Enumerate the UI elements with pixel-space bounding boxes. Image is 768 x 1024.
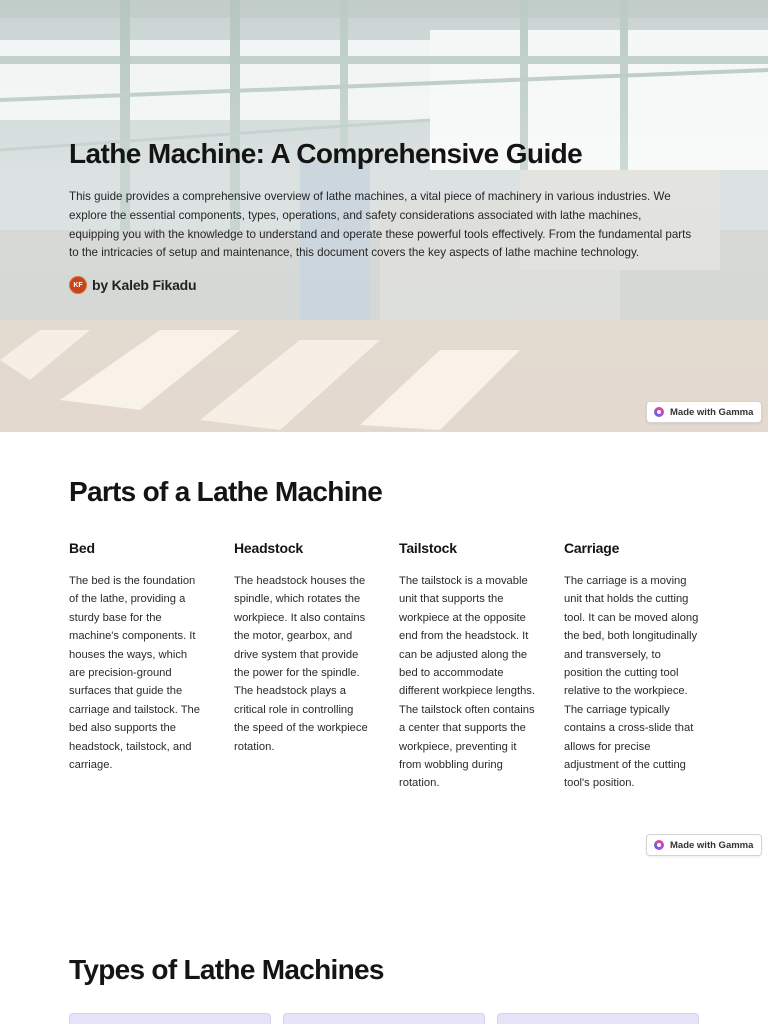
- part-description: The tailstock is a movable unit that supports the workpiece at the opposite end from the headstock. It can be adjusted along the bed to accommodate different workpiece lengths. The tailstock often contains a center that supports the workpiece, preventing it from wobbling during rotation.: [399, 575, 535, 790]
- part-description: The carriage is a moving unit that holds the cutting tool. It can be moved along the bed, both longitudinally and transversely, to position the cutting tool relative to the workpiece. The carriage typically contains a cross-slide that allows for precise adjustment of the cutting tool's position.: [564, 575, 699, 790]
- author-avatar: KF: [69, 276, 87, 294]
- made-with-gamma-badge[interactable]: [646, 401, 762, 423]
- hero-description: This guide provides a comprehensive overview of lathe machines, a vital piece of machinery in various industries. We explore the essential components, types, operations, and safety considerations associated with lathe machines, equipping you with the knowledge to understand and operate these powerful tools effectively. From the fundamental parts to the intricacies of setup and maintenance, this document covers the key aspects of lathe machine technology.: [69, 190, 692, 260]
- page-title: Lathe Machine: A Comprehensive Guide: [69, 138, 583, 169]
- part-title: Carriage: [564, 540, 620, 556]
- part-card-bed: [69, 540, 234, 793]
- type-card: [497, 1013, 699, 1024]
- author-byline: [69, 275, 699, 295]
- part-card-carriage: [564, 540, 699, 793]
- part-card-headstock: [234, 540, 399, 793]
- parts-grid: [69, 540, 699, 793]
- gamma-logo-icon: [654, 840, 664, 850]
- part-description: The bed is the foundation of the lathe, providing a sturdy base for the machine's components. It houses the ways, which are precision-ground surfaces that guide the carriage and tailstock. The bed also supports the headstock, tailstock, and carriage.: [69, 575, 201, 772]
- badge-label: Made with Gamma: [670, 839, 754, 851]
- part-title: Headstock: [234, 540, 304, 556]
- hero-content: [69, 134, 699, 295]
- part-title: Bed: [69, 540, 95, 556]
- types-section-title: Types of Lathe Machines: [69, 954, 384, 985]
- type-cards-row: [69, 1013, 699, 1024]
- made-with-gamma-badge[interactable]: [646, 834, 762, 856]
- gamma-logo-icon: [654, 407, 664, 417]
- type-card: [69, 1013, 271, 1024]
- type-card: [283, 1013, 485, 1024]
- author-name: by Kaleb Fikadu: [92, 277, 197, 294]
- part-card-tailstock: [399, 540, 564, 793]
- badge-label: Made with Gamma: [670, 406, 754, 418]
- part-title: Tailstock: [399, 540, 457, 556]
- parts-section-title: Parts of a Lathe Machine: [69, 476, 383, 507]
- part-description: The headstock houses the spindle, which rotates the workpiece. It also contains the motor, gearbox, and drive system that provide the power for the spindle. The headstock plays a critical role in controlling the speed of the workpiece rotation.: [234, 575, 368, 753]
- hero-section: [0, 0, 768, 432]
